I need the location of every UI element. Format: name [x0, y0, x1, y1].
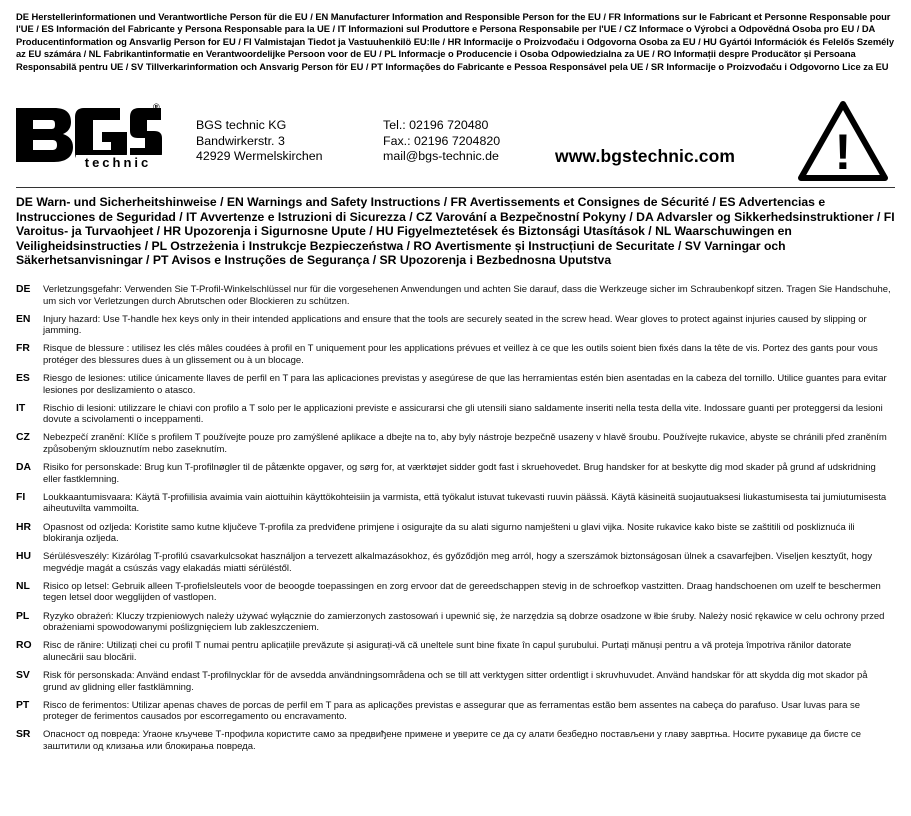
warning-item: [16, 670, 896, 693]
warning-item: [16, 403, 896, 426]
warning-language-code: CZ: [16, 432, 30, 444]
website-link[interactable]: www.bgstechnic.com: [555, 146, 736, 166]
warning-item: [16, 462, 896, 485]
warning-language-code: HR: [16, 521, 32, 533]
warning-language-code: FI: [16, 491, 26, 503]
warning-text: Injury hazard: Use T-handle hex keys only in their intended applications and ensure that the tools are securely seated in the screw head. Wear gloves to protect against injuries caused by slipping or jamming.: [43, 313, 867, 337]
warning-language-code: ES: [16, 373, 30, 385]
warning-item: [16, 522, 896, 545]
warning-item: [16, 284, 896, 307]
warning-item: [16, 432, 896, 455]
company-address: [196, 118, 323, 165]
warnings-list: [16, 284, 896, 759]
warning-text: Ryzyko obrażeń: Kluczy trzpieniowych należy używać wyłącznie do zamierzonych zastosowań i upewnić się, że narzędzia są dobrze osadzone w łbie śruby. Należy nosić rękawice w celu ochrony przed obrażeniami spowodowanymi poślizgnięciem lub zakleszczeniem.: [43, 610, 885, 634]
warning-text: Risc de rănire: Utilizați chei cu profil T numai pentru aplicațiile prevăzute și asigurați-vă că uneltele sunt bine fixate în capul șurubului. Purtați mănuși pentru a vă proteja împotriva rănilor datorate alunecării sau blocării.: [43, 640, 852, 663]
registered-mark: ®: [153, 102, 160, 112]
company-street: Bandwirkerstr. 3: [196, 133, 285, 148]
warning-language-code: IT: [16, 402, 26, 414]
warning-text: Sérülésveszély: Kizárólag T-profilú csavarkulcsokat használjon a tervezett alkalmazásokhoz, és győződjön meg arról, hogy a szerszámok biztonságosan ülnek a csavarfejben. Viseljen kesztyűt, hogy megvédje magát a csúszás vagy elakadás miatti sérüléstől.: [43, 551, 873, 574]
warning-text: Risiko for personskade: Brug kun T-profilnøgler til de påtænkte opgaver, og sørg for, at værktøjet sidder godt fast i skruehovedet. Brug handsker for at beskytte dig mod skader på grund af udskridning eller fastklemning.: [43, 462, 876, 485]
warning-text: Опасност од повреда: Угаоне кључеве Т-профила користите само за предвиђене примене и уверите се да су алати безбедно постављени у главу завртња. Носите рукавице да бисте се заштитили од клизања или блокирања повреда.: [43, 729, 861, 752]
contact-fax: Fax.: 02196 7204820: [383, 133, 501, 148]
warning-language-code: FR: [16, 343, 30, 355]
warning-language-code: PL: [16, 610, 30, 622]
company-city: 42929 Wermelskirchen: [196, 149, 323, 163]
warning-text: Rischio di lesioni: utilizzare le chiavi con profilo a T solo per le applicazioni previste e assicurarsi che gli utensili siano saldamente inseriti nella testa della vite. Indossare guanti per proteggersi da lesioni dovute a scivolamenti o inceppamenti.: [43, 402, 883, 426]
warning-item: [16, 581, 896, 604]
company-name: BGS technic KG: [196, 118, 287, 132]
warning-item: [16, 373, 896, 396]
contact-mail[interactable]: mail@bgs-technic.de: [383, 149, 499, 163]
warning-text: Risk för personskada: Använd endast T-profilnycklar för de avsedda användningsområdena och se till att verktygen sitter ordentligt i skruvhuvudet. Använd handskar för att skydda dig mot skador på grund av glidning eller fastklämning.: [43, 669, 868, 693]
warning-language-code: PT: [16, 699, 30, 711]
warning-language-code: DA: [16, 462, 32, 474]
warning-item: [16, 343, 896, 366]
exclamation-mark: !: [834, 124, 852, 180]
warning-item: [16, 611, 896, 634]
warning-text: Nebezpečí zranění: Klíče s profilem T používejte pouze pro zamýšlené aplikace a dbejte na to, aby byly nástroje bezpečně usazeny v hlavě šroubu. Používejte rukavice, abyste se chránili před zraněním způsobeným sklouznutím nebo zaseknutím.: [43, 432, 887, 456]
warning-item: [16, 492, 896, 515]
warning-item: [16, 700, 896, 723]
manufacturer-info-heading: DE Herstellerinformationen und Verantwortliche Person für die EU / EN Manufacturer Information and Responsible Person for the EU / FR Informations sur le Fabricant et Personne Responsable pour l'UE / ES Información del Fabricante y Persona Responsable para la UE / IT Informazioni sul Produttore e Persona Responsabile per l'UE / CZ Informace o Výrobci a Odpovědná Osoba pro EU / DA Producentinformation og Ansvarlig Person for EU / FI Valmistajan Tiedot ja Vastuuhenkilö EU:lle / HR Informacije o Proizvođaču i Odgovorna Osoba za EU / HU Gyártói Információk és Felelős Személy az EU számára / NL Fabrikantinformatie en Verantwoordelijke Persoon voor de EU / PL Informacje o Producencie i Osoba Odpowiedzialna za UE / RO Informații despre Producător și Persoana Responsabilă pentru UE / SV Tillverkarinformation och Ansvarig Person för EU / PT Informações do Fabricante e Pessoa Responsável pela UE / SR Informacije o Proizvođaču i Odgovorno Lice za EU: [16, 11, 894, 72]
warning-item: [16, 314, 896, 337]
warning-language-code: SR: [16, 729, 31, 741]
warning-language-code: DE: [16, 284, 31, 295]
contact-tel: Tel.: 02196 720480: [383, 118, 489, 132]
warning-text: Opasnost od ozljeda: Koristite samo kutne ključeve T-profila za predviđene primjene i osigurajte da su alati sigurno namješteni u glavi vijka. Nosite rukavice kako biste se zaštitili od poskliznuća ili blokiranja ozljeda.: [43, 521, 855, 545]
warning-language-code: HU: [16, 551, 32, 563]
warning-item: [16, 640, 896, 663]
warning-text: Risco de ferimentos: Utilizar apenas chaves de porcas de perfil em T para as aplicações previstas e assegurar que as ferramentas estão bem assentes na cabeça do parafuso. Usar luvas para se proteger de ferimentos causados por escorregamento ou encravamento.: [43, 699, 860, 723]
warning-text: Riesgo de lesiones: utilice únicamente llaves de perfil en T para las aplicaciones previstas y asegúrese de que las herramientas estén bien asentadas en la cabeza del tornillo. Utilice guantes para evitar lesiones por deslizamiento o atasco.: [43, 373, 887, 396]
warning-language-code: SV: [16, 669, 30, 681]
warning-triangle-icon: [795, 98, 891, 184]
bgs-technic-logo: [14, 100, 162, 170]
warning-item: [16, 551, 896, 574]
warning-item: [16, 729, 896, 752]
section-divider: [16, 187, 895, 188]
warning-language-code: NL: [16, 580, 30, 592]
warning-text: Loukkaantumisvaara: Käytä T-profiilisia avaimia vain aiottuihin käyttökohteisiin ja varmista, että työkalut istuvat tukevasti ruuvin päässä. Käytä käsineitä suojautuaksesi liukastumisesta tai jumiutumisesta aiheutuvilta vammoilta.: [43, 491, 887, 515]
warning-language-code: EN: [16, 313, 31, 325]
warnings-heading: DE Warn- und Sicherheitshinweise / EN Warnings and Safety Instructions / FR Avertissements et Consignes de Sécurité / ES Advertencias e Instrucciones de Seguridad / IT Avvertenze e Istruzioni di Sicurezza / CZ Varování a Bezpečnostní Pokyny / DA Advarsler og Sikkerhedsinstruktioner / FI Varoitus- ja Turvaohjeet / HR Upozorenja i Sigurnosne Upute / HU Figyelmeztetések és Biztonsági Utasítások / NL Waarschuwingen en Veiligheidsinstructies / PL Ostrzeżenia i Instrukcje Bezpieczeństwa / RO Avertismente și Instrucțiuni de Securitate / SV Varningar och Säkerhetsanvisningar / PT Avisos e Instruções de Segurança / SR Upozorenja i Bezbednosna Uputstva: [16, 195, 895, 267]
warning-text: Risico op letsel: Gebruik alleen T-profielsleutels voor de beoogde toepassingen en zorg ervoor dat de gereedschappen stevig in de schroefkop vastzitten. Draag handschoenen om uzelf te beschermen tegen letsel door wegglijden of vastlopen.: [43, 580, 881, 604]
logo-technic-text: technic: [84, 155, 152, 170]
warning-text: Risque de blessure : utilisez les clés mâles coudées à profil en T uniquement pour les applications prévues et veillez à ce que les outils soient bien fixés dans la tête de vis. Portez des gants pour vous protéger des blessures dues à un glissement ou à un blocage.: [43, 343, 878, 366]
warning-text: Verletzungsgefahr: Verwenden Sie T-Profil-Winkelschlüssel nur für die vorgesehenen Anwendungen und achten Sie darauf, dass die Werkzeuge sicher im Schraubenkopf sitzen. Tragen Sie Handschuhe, um sich vor Verletzungen durch Abrutschen oder Blockieren zu schützen.: [43, 284, 891, 307]
company-contact: [383, 118, 500, 165]
warning-language-code: RO: [16, 640, 32, 652]
